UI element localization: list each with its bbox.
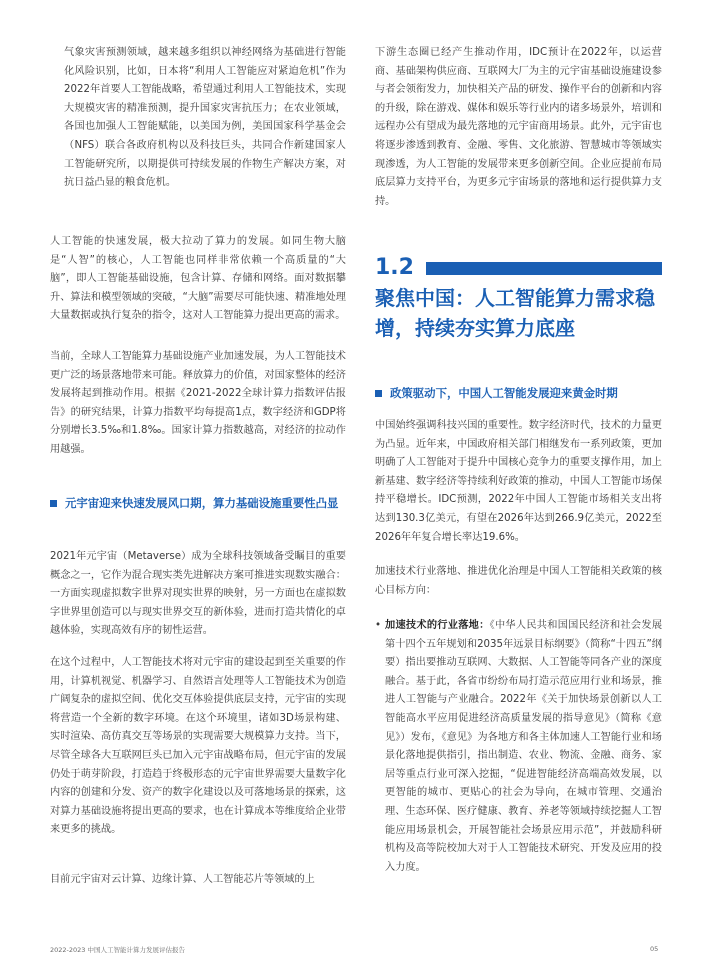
footer-report-title: 2022-2023 中国人工智能计算力发展评估报告 [50, 946, 185, 954]
subsection-heading [375, 384, 662, 403]
paragraph: 2021年元宇宙（Metaverse）成为全球科技领域备受瞩目的重要概念之一，它作为混合现实类先进解决方案可推进实现数实融合：一方面实现虚拟数字世界对现实世界的映射，另一方面也在虚拟数字世界里创造可以与现实世界交互的新体验，进而打造共情化的卓越体验，实现高效有序的韧性运营。 [50, 551, 346, 637]
square-bullet-icon [375, 390, 382, 397]
paragraph: 气象灾害预测领域，越来越多组织以神经网络为基础进行智能化风险识别，比如，日本将“利用人工智能应对紧迫危机”作为2022年首要人工智能战略，希望通过利用人工智能技术，实现大规模灾害的精准预测，提升国家灾害抗压力；在农业领域，各国也加强人工智能赋能，以美国为例，美国国家科学基金会（NFS）联合各政府机构以及科技巨头，共同合作新建国家人工智能研究所，以期提供可持续发展的作物生产解决方案，对抗日益凸显的粮食危机。 [64, 47, 346, 189]
section-header [375, 255, 662, 343]
bullet-dot-icon: • [375, 620, 382, 631]
list-item-body: 《中华人民共和国国民经济和社会发展第十四个五年规划和2035年远景目标纲要》（简称“十四五”纲要）指出要推动互联网、大数据、人工智能等同各产业的深度融合。基于此，各省市纷纷布局打造示范应用行业和场景，推进人工智能与产业融合。2022年《关于加快场景创新以人工智能高水平应用促进经济高质量发展的指导意见》（简称《意见》）发布，《意见》为各地方和各主体加速人工智能行业和场景化落地提供指引，指出制造、农业、物流、金融、商务、家居等重点行业可深入挖掘，“促进智能经济高端高效发展，以更智能的城市、更贴心的社会为导向，在城市管理、交通治理、生态环保、医疗健康、教育、养老等领域持续挖掘人工智能应用场景机会，开展智能社会场景应用示范”，并鼓励科研机构及高等院校加大对于人工智能技术研究、开发及应用的投入力度。 [385, 620, 663, 873]
paragraph: 下游生态圈已经产生推动作用，IDC预计在2022年，以运营商、基础架构供应商、互联网大厂为主的元宇宙基础设施建设参与者会领衔发力，加快相关产品的研发、操作平台的创新和内容的升级，除在游戏、媒体和娱乐等行业内的诸多场景外，培训和远程办公有望成为最先落地的元宇宙商用场景。此外，元宇宙也将逐步渗透到教育、金融、零售、文化旅游、智慧城市等领域实现渗透，为人工智能的发展带来更多创新空间。企业应提前布局底层算力支持平台，为更多元宇宙场景的落地和运行提供算力支持。 [375, 47, 662, 207]
paragraph: 目前元宇宙对云计算、边缘计算、人工智能芯片等领域的上 [50, 874, 315, 885]
paragraph: 加速技术行业落地、推进优化治理是中国人工智能相关政策的核心目标方向： [375, 566, 662, 596]
paragraph: 在这个过程中，人工智能技术将对元宇宙的建设起到至关重要的作用，计算机视觉、机器学习、自然语言处理等人工智能技术为创造广阔复杂的虚拟空间、优化交互体验提供底层支持，元宇宙的实现将营造一个全新的数字环境。在这个环境里，诸如3D场景构建、实时渲染、高仿真交互等场景的实现需要大规模算力支持。当下，尽管全球各大互联网巨头已加入元宇宙战略布局，但元宇宙的发展仍处于萌芽阶段，打造趋于终极形态的元宇宙世界需要大量数字化内容的创建和分发、资产的数字化建设以及可落地场景的探索，这对算力基础设施将提出更高的要求，也在计算成本等维度给企业带来更多的挑战。 [50, 657, 346, 836]
paragraph: 中国始终强调科技兴国的重要性。数字经济时代，技术的力量更为凸显。近年来，中国政府相关部门相继发布一系列政策，更加明确了人工智能对于提升中国核心竞争力的重要支撑作用，加上新基建、数字经济等持续利好政策的推动，中国人工智能市场保持平稳增长。IDC预测，2022年中国人工智能市场相关支出将达到130.3亿美元，有望在2026年达到266.9亿美元，2022至2026年年复合增长率达19.6%。 [375, 420, 662, 543]
list-item-text [385, 617, 662, 877]
subsection-heading [50, 494, 346, 513]
page-number: 05 [650, 945, 659, 953]
list-item-lead: 加速技术的行业落地： [385, 620, 490, 631]
section-number: 1.2 [375, 255, 414, 280]
subsection-heading-text: 政策驱动下，中国人工智能发展迎来黄金时期 [390, 386, 618, 400]
paragraph: 人工智能的快速发展，极大拉动了算力的发展。如同生物大脑是“人智”的核心，人工智能也同样非常依赖一个高质量的“大脑”，即人工智能基础设施，包含计算、存储和网络。面对数据攀升、算法和模型领域的突破，“大脑”需要尽可能快速、精准地处理大量数据或执行复杂的指令，这对人工智能算力提出更高的需求。 [50, 236, 346, 322]
paragraph: 当前，全球人工智能算力基础设施产业加速发展，为人工智能技术更广泛的场景落地带来可能。释放算力的价值，对国家整体的经济发展将起到推动作用。根据《2021-2022全球计算力指数评估报告》的研究结果，计算力指数平均每提高1点，数字经济和GDP将分别增长3.5‰和1.8‰。国家计算力指数越高，对经济的拉动作用越强。 [50, 351, 346, 455]
subsection-heading-text: 元宇宙迎来快速发展风口期，算力基础设施重要性凸显 [65, 496, 339, 510]
list-item [375, 617, 662, 877]
section-bar [426, 262, 662, 275]
section-title: 聚焦中国：人工智能算力需求稳增，持续夯实算力底座 [375, 286, 655, 340]
square-bullet-icon [50, 500, 57, 507]
